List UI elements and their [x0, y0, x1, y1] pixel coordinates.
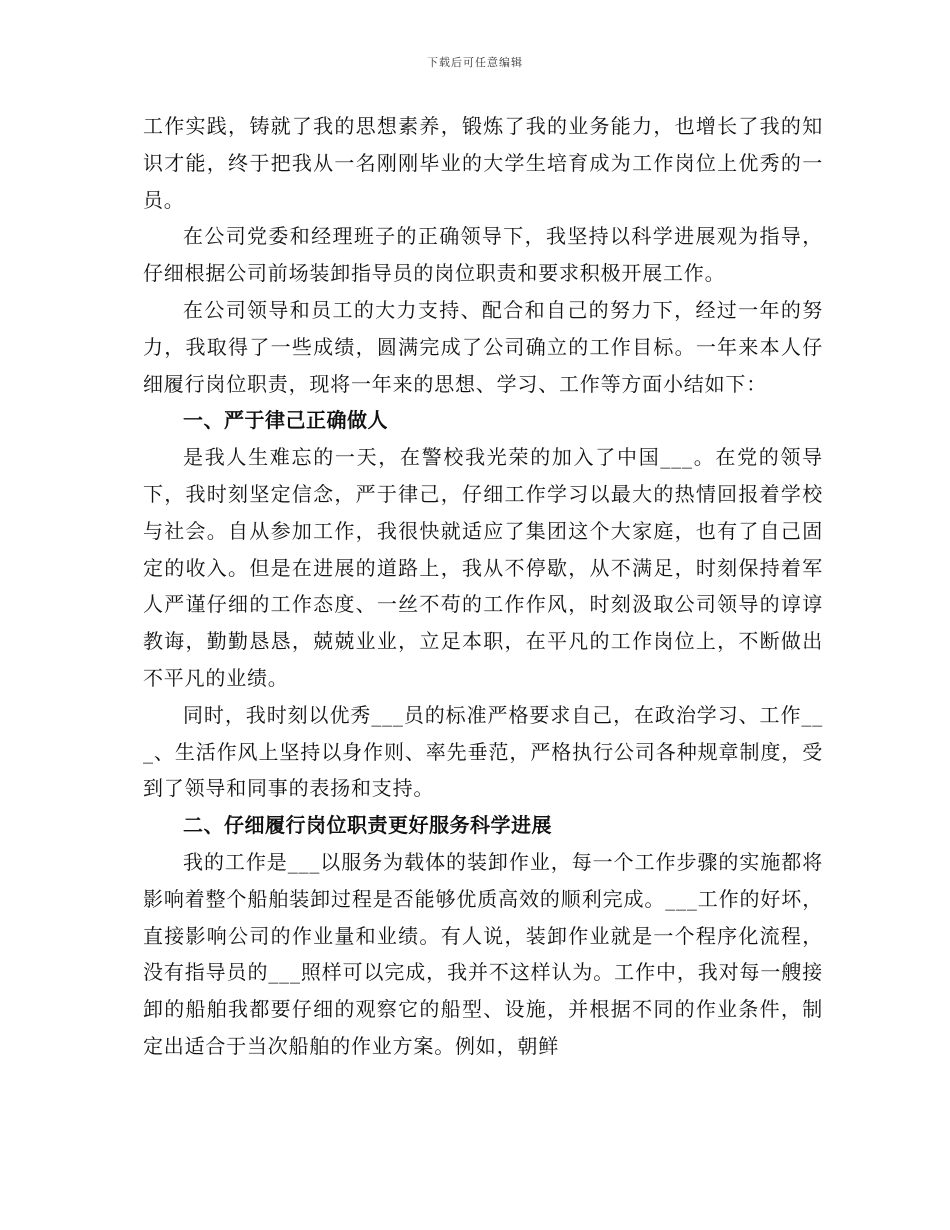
document-body: [143, 108, 823, 1065]
paragraph-6: 我的工作是___以服务为载体的装卸作业，每一个工作步骤的实施都将影响着整个船舶装卸过程是否能够优质高效的顺利完成。___工作的好坏，直接影响公司的作业量和业绩。有人说，装卸作业就是一个程序化流程，没有指导员的___照样可以完成，我并不这样认为。工作中，我对每一艘接卸的船舶我都要仔细的观察它的船型、设施，并根据不同的作业条件，制定出适合于当次船舶的作业方案。例如，朝鲜: [143, 849, 823, 1058]
paragraph-4: 是我人生难忘的一天，在警校我光荣的加入了中国___。在党的领导下，我时刻坚定信念，严于律己，仔细工作学习以最大的热情回报着学校与社会。自从参加工作，我很快就适应了集团这个大家庭，也有了自己固定的收入。但是在进展的道路上，我从不停歇，从不满足，时刻保持着军人严谨仔细的工作态度、一丝不苟的工作作风，时刻汲取公司领导的谆谆教诲，勤勤恳恳，兢兢业业，立足本职，在平凡的工作岗位上，不断做出不平凡的业绩。: [143, 445, 823, 690]
section-heading-2: 二、仔细履行岗位职责更好服务科学进展: [183, 813, 552, 838]
paragraph-1: 工作实践，铸就了我的思想素养，锻炼了我的业务能力，也增长了我的知识才能，终于把我从一名刚刚毕业的大学生培育成为工作岗位上优秀的一员。: [143, 114, 823, 212]
paragraph-2: 在公司党委和经理班子的正确领导下，我坚持以科学进展观为指导，仔细根据公司前场装卸指导员的岗位职责和要求积极开展工作。: [143, 224, 823, 286]
section-heading-1: 一、严于律己正确做人: [183, 408, 388, 433]
paragraph-3: 在公司领导和员工的大力支持、配合和自己的努力下，经过一年的努力，我取得了一些成绩，圆满完成了公司确立的工作目标。一年来本人仔细履行岗位职责，现将一年来的思想、学习、工作等方面小结如下：: [143, 297, 823, 396]
paragraph-5: 同时，我时刻以优秀___员的标准严格要求自己，在政治学习、工作___、生活作风上坚持以身作则、率先垂范，严格执行公司各种规章制度，受到了领导和同事的表扬和支持。: [143, 702, 823, 801]
page-header-note: 下载后可任意编辑: [427, 56, 523, 69]
